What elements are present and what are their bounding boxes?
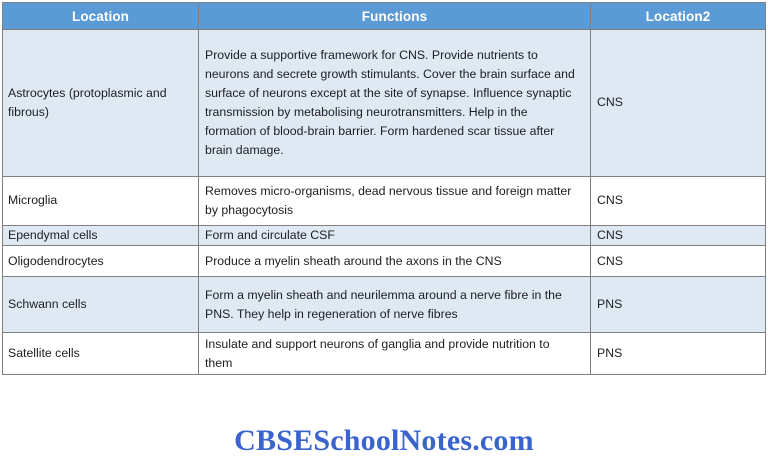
cell-location2: CNS xyxy=(591,30,766,177)
table-header xyxy=(3,3,766,30)
cell-location2: CNS xyxy=(591,226,766,246)
glia-table-container xyxy=(2,2,765,375)
cell-functions: Produce a myelin sheath around the axons in the CNS xyxy=(199,246,591,277)
cell-location: Oligodendrocytes xyxy=(3,246,199,277)
table-row xyxy=(3,277,766,333)
table-row xyxy=(3,30,766,177)
cell-location: Satellite cells xyxy=(3,333,199,375)
cell-location: Schwann cells xyxy=(3,277,199,333)
glia-table xyxy=(2,2,766,375)
table-row xyxy=(3,177,766,226)
cell-location2: PNS xyxy=(591,277,766,333)
table-header-row xyxy=(3,3,766,30)
cell-location2: CNS xyxy=(591,177,766,226)
cell-location2: CNS xyxy=(591,246,766,277)
table-row xyxy=(3,246,766,277)
cell-functions: Insulate and support neurons of ganglia and provide nutrition to them xyxy=(199,333,591,375)
column-header-location2: Location2 xyxy=(591,3,766,30)
cell-location: Astrocytes (protoplasmic and fibrous) xyxy=(3,30,199,177)
column-header-functions: Functions xyxy=(199,3,591,30)
table-row xyxy=(3,226,766,246)
table-body xyxy=(3,30,766,375)
cell-functions: Removes micro-organisms, dead nervous tissue and foreign matter by phagocytosis xyxy=(199,177,591,226)
site-watermark: CBSESchoolNotes.com xyxy=(234,424,534,457)
cell-location: Microglia xyxy=(3,177,199,226)
cell-functions: Provide a supportive framework for CNS. Provide nutrients to neurons and secrete growth stimulants. Cover the brain surface and surface of neurons except at the site of synapse. Influence synaptic transmission by metabolising neurotransmitters. Help in the formation of blood-brain barrier. Form hardened scar tissue after brain damage. xyxy=(199,30,591,177)
table-row xyxy=(3,333,766,375)
cell-functions: Form a myelin sheath and neurilemma around a nerve fibre in the PNS. They help in regeneration of nerve fibres xyxy=(199,277,591,333)
cell-location2: PNS xyxy=(591,333,766,375)
cell-functions: Form and circulate CSF xyxy=(199,226,591,246)
column-header-location: Location xyxy=(3,3,199,30)
cell-location: Ependymal cells xyxy=(3,226,199,246)
